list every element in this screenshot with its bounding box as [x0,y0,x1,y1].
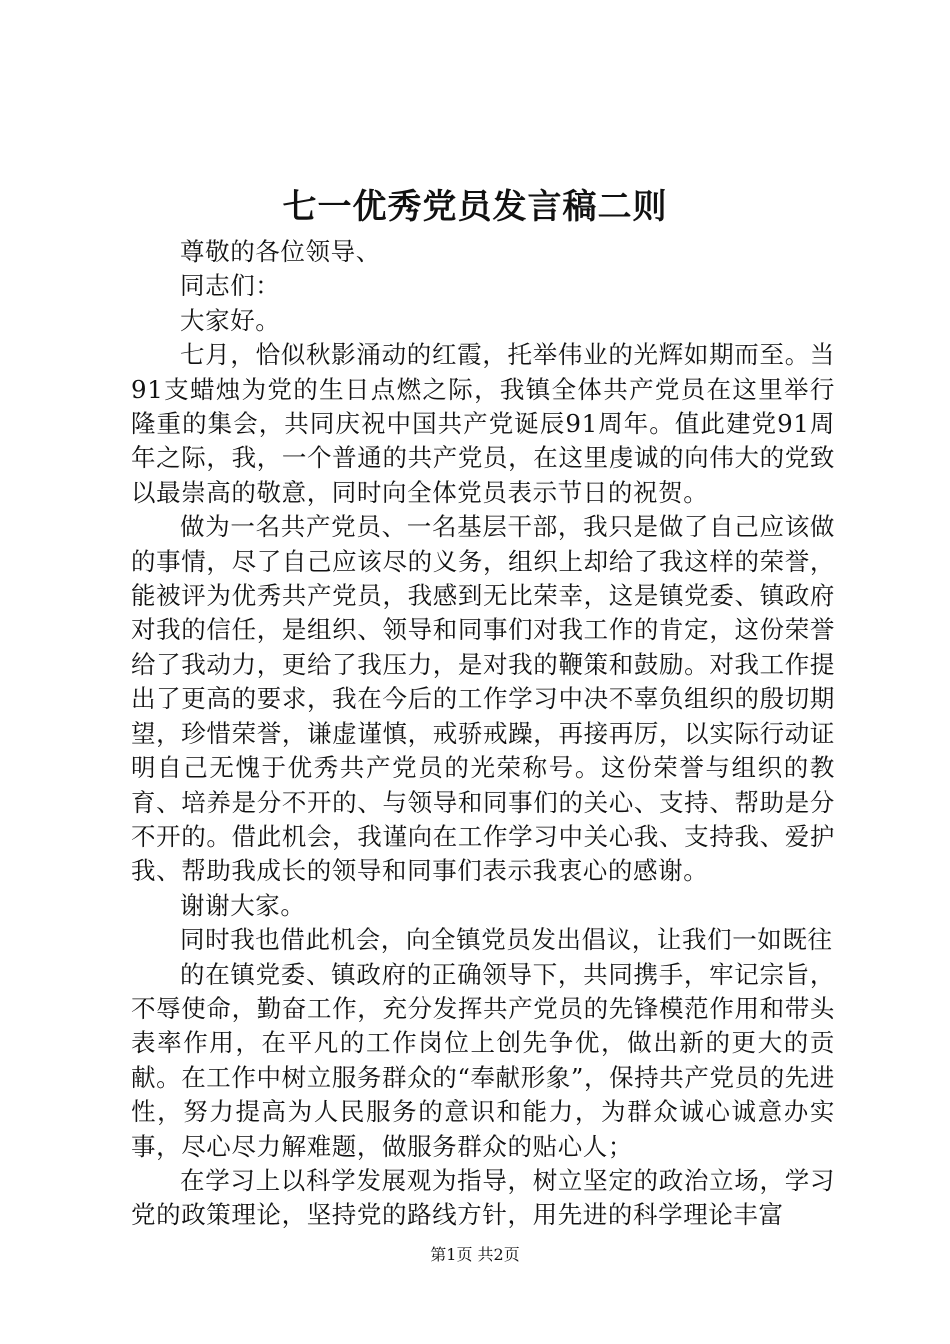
thanks-line: 谢谢大家。 [180,890,306,920]
body-paragraph: 在学习上以科学发展观为指导，树立坚定的政治立场，学习党的政策理论，坚持党的路线方针，用先进的科学理论丰富 [131,1165,835,1230]
salutation-line-2: 同志们： [180,271,281,301]
body-paragraph: 同时我也借此机会，向全镇党员发出倡议，让我们一如既往 [180,925,833,955]
body-paragraph: 七月，恰似秋影涌动的红霞，托举伟业的光辉如期而至。当91支蜡烛为党的生日点燃之际，我镇全体共产党员在这里举行隆重的集会，共同庆祝中国共产党诞辰91周年。值此建党91周年之际，我，一个普通的共产党员，在这里虔诚的向伟大的党致以最崇高的敬意，同时向全体党员表示节日的祝贺。 [131,340,835,507]
document-body [131,235,835,1233]
salutation-line-1: 尊敬的各位领导、 [180,237,381,266]
body-paragraph: 做为一名共产党员、一名基层干部，我只是做了自己应该做的事情，尽了自己应该尽的义务，组织上却给了我这样的荣誉，能被评为优秀共产党员，我感到无比荣幸，这是镇党委、镇政府对我的信任，是组织、领导和同事们对我工作的肯定，这份荣誉给了我动力，更给了我压力，是对我的鞭策和鼓励。对我工作提出了更高的要求，我在今后的工作学习中决不辜负组织的殷切期望，珍惜荣誉，谦虚谨慎，戒骄戒躁，再接再厉，以实际行动证明自己无愧于优秀共产党员的光荣称号。这份荣誉与组织的教育、培养是分不开的、与领导和同事们的关心、支持、帮助是分不开的。借此机会，我谨向在工作学习中关心我、支持我、爱护我、帮助我成长的领导和同事们表示我衷心的感谢。 [131,512,835,886]
document-title: 七一优秀党员发言稿二则 [282,187,668,227]
body-paragraph: 的在镇党委、镇政府的正确领导下，共同携手，牢记宗旨，不辱使命，勤奋工作，充分发挥共产党员的先锋模范作用和带头表率作用，在平凡的工作岗位上创先争优，做出新的更大的贡献。在工作中树立服务群众的“奉献形象”，保持共产党员的先进性，努力提高为人民服务的意识和能力，为群众诚心诚意办实事，尽心尽力解难题，做服务群众的贴心人； [131,959,835,1161]
page-footer: 第1页 共2页 [430,1245,520,1264]
greeting-line: 大家好。 [180,305,281,335]
